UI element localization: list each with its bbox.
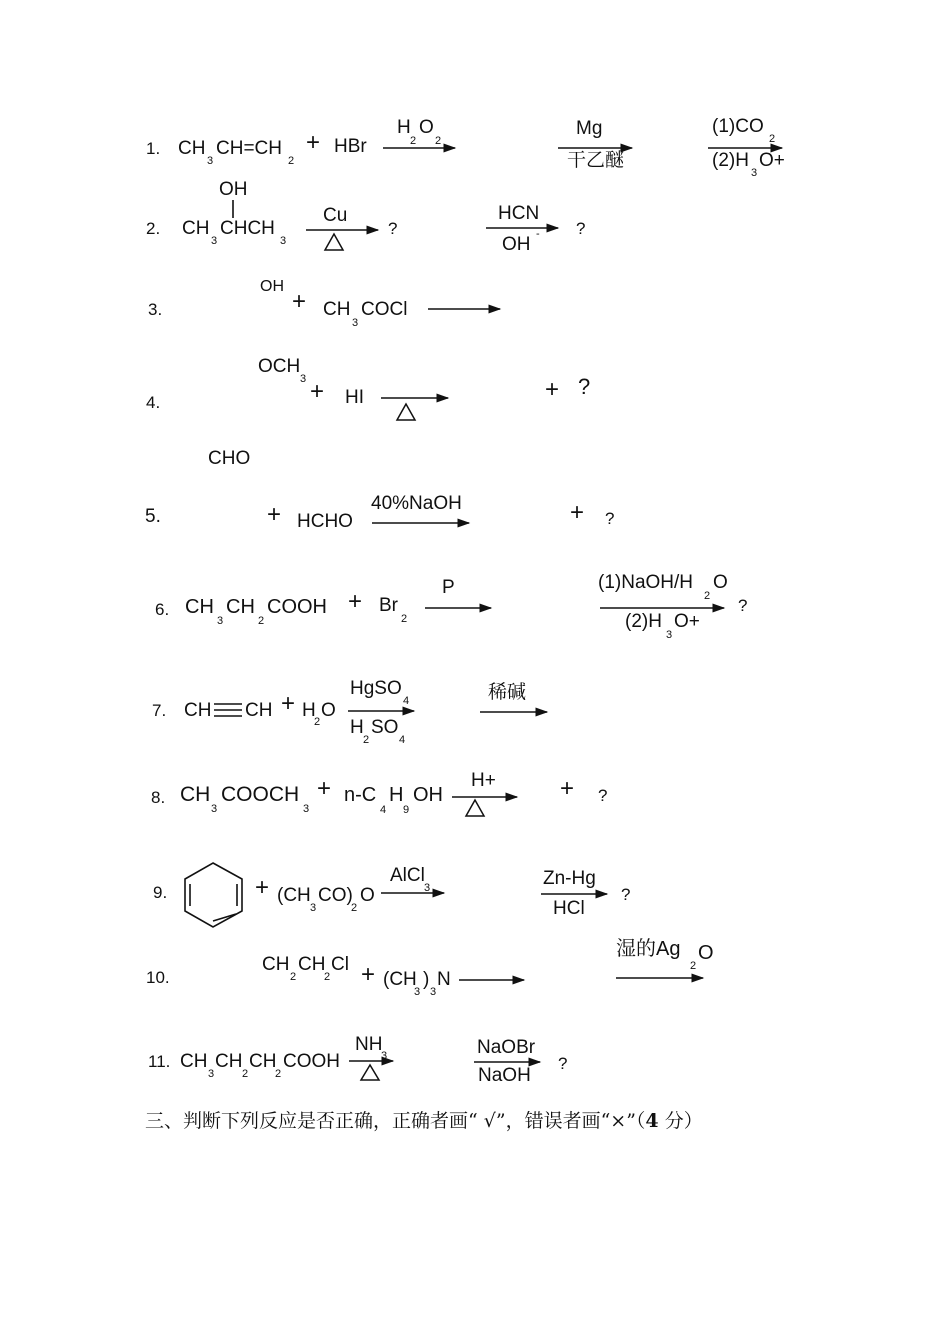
- r9-o: O: [360, 885, 375, 906]
- r2-question-2: ?: [576, 219, 586, 238]
- r4-och: OCH: [258, 356, 301, 377]
- r6-question: ?: [738, 596, 748, 615]
- r2-chch: CHCH: [220, 218, 275, 239]
- r2-cond2-minus: -: [536, 228, 540, 240]
- r6-cond2-sub3: 3: [666, 629, 673, 641]
- item-number-7: 7.: [152, 701, 167, 720]
- r7-cond1-sub2: 2: [363, 734, 370, 746]
- r5-cho: CHO: [208, 448, 251, 469]
- r3-ch: CH: [323, 299, 351, 320]
- r9-sub3: 3: [310, 902, 317, 914]
- r7-o: O: [321, 700, 336, 721]
- item-number-3: 3.: [148, 300, 163, 319]
- r8-sub3a: 3: [211, 803, 218, 815]
- r2-question-1: ?: [388, 219, 398, 238]
- item-number-11: 11.: [148, 1052, 171, 1071]
- r2-cond2-bottom: OH: [502, 234, 531, 255]
- r1-sub3: 3: [207, 155, 214, 167]
- r1-cond3-sub3: 3: [751, 167, 758, 179]
- r1-cond3-sub2: 2: [769, 133, 776, 145]
- r10-sub3a: 3: [414, 986, 421, 998]
- r10-cond2-top: 湿的Ag: [616, 938, 681, 960]
- r1-cond3-bottom-a: (2)H: [712, 150, 749, 171]
- r5-cond-top: 40%NaOH: [371, 493, 462, 514]
- r11-sub2a: 2: [242, 1068, 249, 1080]
- r9-cond2-bottom: HCl: [553, 898, 585, 919]
- r10-ch-b: CH: [298, 954, 326, 975]
- r2-ch: CH: [182, 218, 210, 239]
- heat-triangle-2: [325, 234, 343, 250]
- r9-question: ?: [621, 885, 631, 904]
- r11-question: ?: [558, 1054, 568, 1073]
- section-heading-tail: 分）: [658, 1110, 703, 1132]
- r8-cond-top: H+: [471, 770, 496, 791]
- plus-1: +: [306, 129, 321, 156]
- r6-cond2-top-b: O: [713, 572, 728, 593]
- r6-cooh: COOH: [267, 596, 327, 618]
- plus-5a: +: [267, 501, 282, 528]
- plus-4b: +: [545, 376, 560, 403]
- r11-sub2b: 2: [275, 1068, 282, 1080]
- r2-sub3a: 3: [211, 235, 218, 247]
- item-number-2: 2.: [146, 219, 161, 238]
- plus-6: +: [348, 588, 363, 615]
- plus-7: +: [281, 690, 296, 717]
- r10-sub3b: 3: [430, 986, 437, 998]
- plus-9: +: [255, 874, 270, 901]
- r8-sub9: 9: [403, 804, 410, 816]
- r7-cond1-top: HgSO: [350, 678, 402, 699]
- r1-cond1-o: O: [419, 117, 434, 138]
- r7-cond1-sub4b: 4: [399, 734, 406, 746]
- heat-triangle-8: [466, 800, 484, 816]
- r8-coochh: COOCH: [221, 783, 300, 806]
- r9-cond1-top: AlCl: [390, 865, 425, 886]
- section-heading-text: 三、判断下列反应是否正确，正确者画“ √”，错误者画“×”（: [145, 1110, 646, 1132]
- r3-oh: OH: [260, 278, 284, 295]
- r6-sub2: 2: [258, 615, 265, 627]
- r6-br: Br: [379, 595, 398, 616]
- r10-cond2-o: O: [698, 942, 714, 964]
- r7-cond1-bottom-h: H: [350, 717, 364, 738]
- r7-cond1-sub4a: 4: [403, 695, 410, 707]
- r11-sub3: 3: [208, 1068, 215, 1080]
- r6-sub3: 3: [217, 615, 224, 627]
- r11-cond1-top: NH: [355, 1034, 383, 1055]
- r10-sub2b: 2: [324, 971, 331, 983]
- r2-cond2-top: HCN: [498, 203, 540, 224]
- heat-triangle-11: [361, 1065, 379, 1080]
- plus-8a: +: [317, 775, 332, 802]
- item-number-5: 5.: [145, 506, 161, 527]
- r10-paren: ): [423, 969, 430, 990]
- r10-n: N: [437, 969, 451, 990]
- r8-oh: OH: [413, 784, 443, 806]
- section-heading: [145, 1112, 703, 1131]
- plus-4a: +: [310, 378, 325, 405]
- r8-h: H: [389, 784, 404, 806]
- r6-cond2-bottom-b: O+: [674, 611, 700, 632]
- r1-sub2: 2: [288, 155, 295, 167]
- r8-ch: CH: [180, 783, 211, 806]
- r9-cond2-top: Zn-Hg: [543, 868, 596, 889]
- r7-cond2-top: 稀碱: [488, 682, 527, 703]
- plus-10: +: [361, 961, 376, 988]
- r1-hbr: HBr: [334, 136, 367, 157]
- r5-question: ?: [605, 509, 615, 528]
- r1-ch: CH: [178, 138, 206, 159]
- item-number-1: 1.: [146, 139, 161, 158]
- r9-co: CO): [318, 885, 353, 906]
- r9-sub2: 2: [351, 902, 358, 914]
- r7-ch-a: CH: [184, 700, 212, 721]
- r5-hcho: HCHO: [297, 511, 353, 532]
- r1-ch-ch2: CH=CH: [216, 138, 282, 159]
- item-number-8: 8.: [151, 788, 166, 807]
- r1-cond1-sub2a: 2: [410, 135, 417, 147]
- plus-3: +: [292, 288, 307, 315]
- r6-cond1-top: P: [442, 577, 455, 598]
- r1-cond1-h: H: [397, 117, 411, 138]
- r6-cond2-bottom-a: (2)H: [625, 611, 662, 632]
- item-number-10: 10.: [146, 968, 170, 987]
- r8-sub4: 4: [380, 804, 387, 816]
- r1-cond1-sub2b: 2: [435, 135, 442, 147]
- r10-ch-a: CH: [262, 954, 290, 975]
- r11-ch-b: CH: [215, 1051, 243, 1072]
- r9-ch: (CH: [277, 885, 311, 906]
- r4-sub3: 3: [300, 373, 307, 385]
- r2-sub3b: 3: [280, 235, 287, 247]
- benzene-ring: [185, 863, 242, 927]
- plus-8b: +: [560, 775, 575, 802]
- item-number-4: 4.: [146, 393, 161, 412]
- r4-question: ?: [578, 374, 591, 399]
- r11-cooh: COOH: [283, 1051, 340, 1072]
- r7-cond1-bottom-so: SO: [371, 717, 399, 738]
- r2-oh: OH: [219, 179, 248, 200]
- heat-triangle-4: [397, 404, 415, 420]
- r7-h: H: [302, 700, 316, 721]
- item-number-6: 6.: [155, 600, 170, 619]
- plus-5b: +: [570, 499, 585, 526]
- r3-cocl: COCl: [361, 299, 408, 320]
- r6-br-sub2: 2: [401, 613, 408, 625]
- r4-hi: HI: [345, 387, 364, 408]
- r6-ch-a: CH: [185, 596, 214, 618]
- r6-cond2-top-a: (1)NaOH/H: [598, 572, 694, 593]
- r1-cond2-bottom: 干乙醚: [567, 150, 625, 171]
- r11-ch-a: CH: [180, 1051, 208, 1072]
- r9-cond1-sub3: 3: [424, 882, 431, 894]
- section-heading-points: 4: [645, 1110, 659, 1132]
- r7-ch-b: CH: [245, 700, 273, 721]
- r10-cond2-sub2: 2: [690, 960, 697, 972]
- r2-cond1-top: Cu: [323, 205, 348, 226]
- r1-cond2-top: Mg: [576, 118, 603, 139]
- r1-cond3-bottom-b: O+: [759, 150, 785, 171]
- r6-ch-b: CH: [226, 596, 255, 618]
- r10-nch: (CH: [383, 969, 417, 990]
- r10-cl: Cl: [331, 954, 349, 975]
- r11-ch-c: CH: [249, 1051, 277, 1072]
- r8-nc: n-C: [344, 784, 377, 806]
- r11-cond1-sub3: 3: [381, 1050, 388, 1062]
- r8-question: ?: [598, 786, 608, 805]
- r6-cond2-sub2: 2: [704, 590, 711, 602]
- r11-cond2-top: NaOBr: [477, 1037, 536, 1058]
- r11-cond2-bottom: NaOH: [478, 1065, 531, 1086]
- r8-sub3b: 3: [303, 803, 310, 815]
- item-number-9: 9.: [153, 883, 168, 902]
- r10-sub2a: 2: [290, 971, 297, 983]
- r3-sub3: 3: [352, 317, 359, 329]
- r1-cond3-top: (1)CO: [712, 116, 764, 137]
- r7-sub2: 2: [314, 716, 321, 728]
